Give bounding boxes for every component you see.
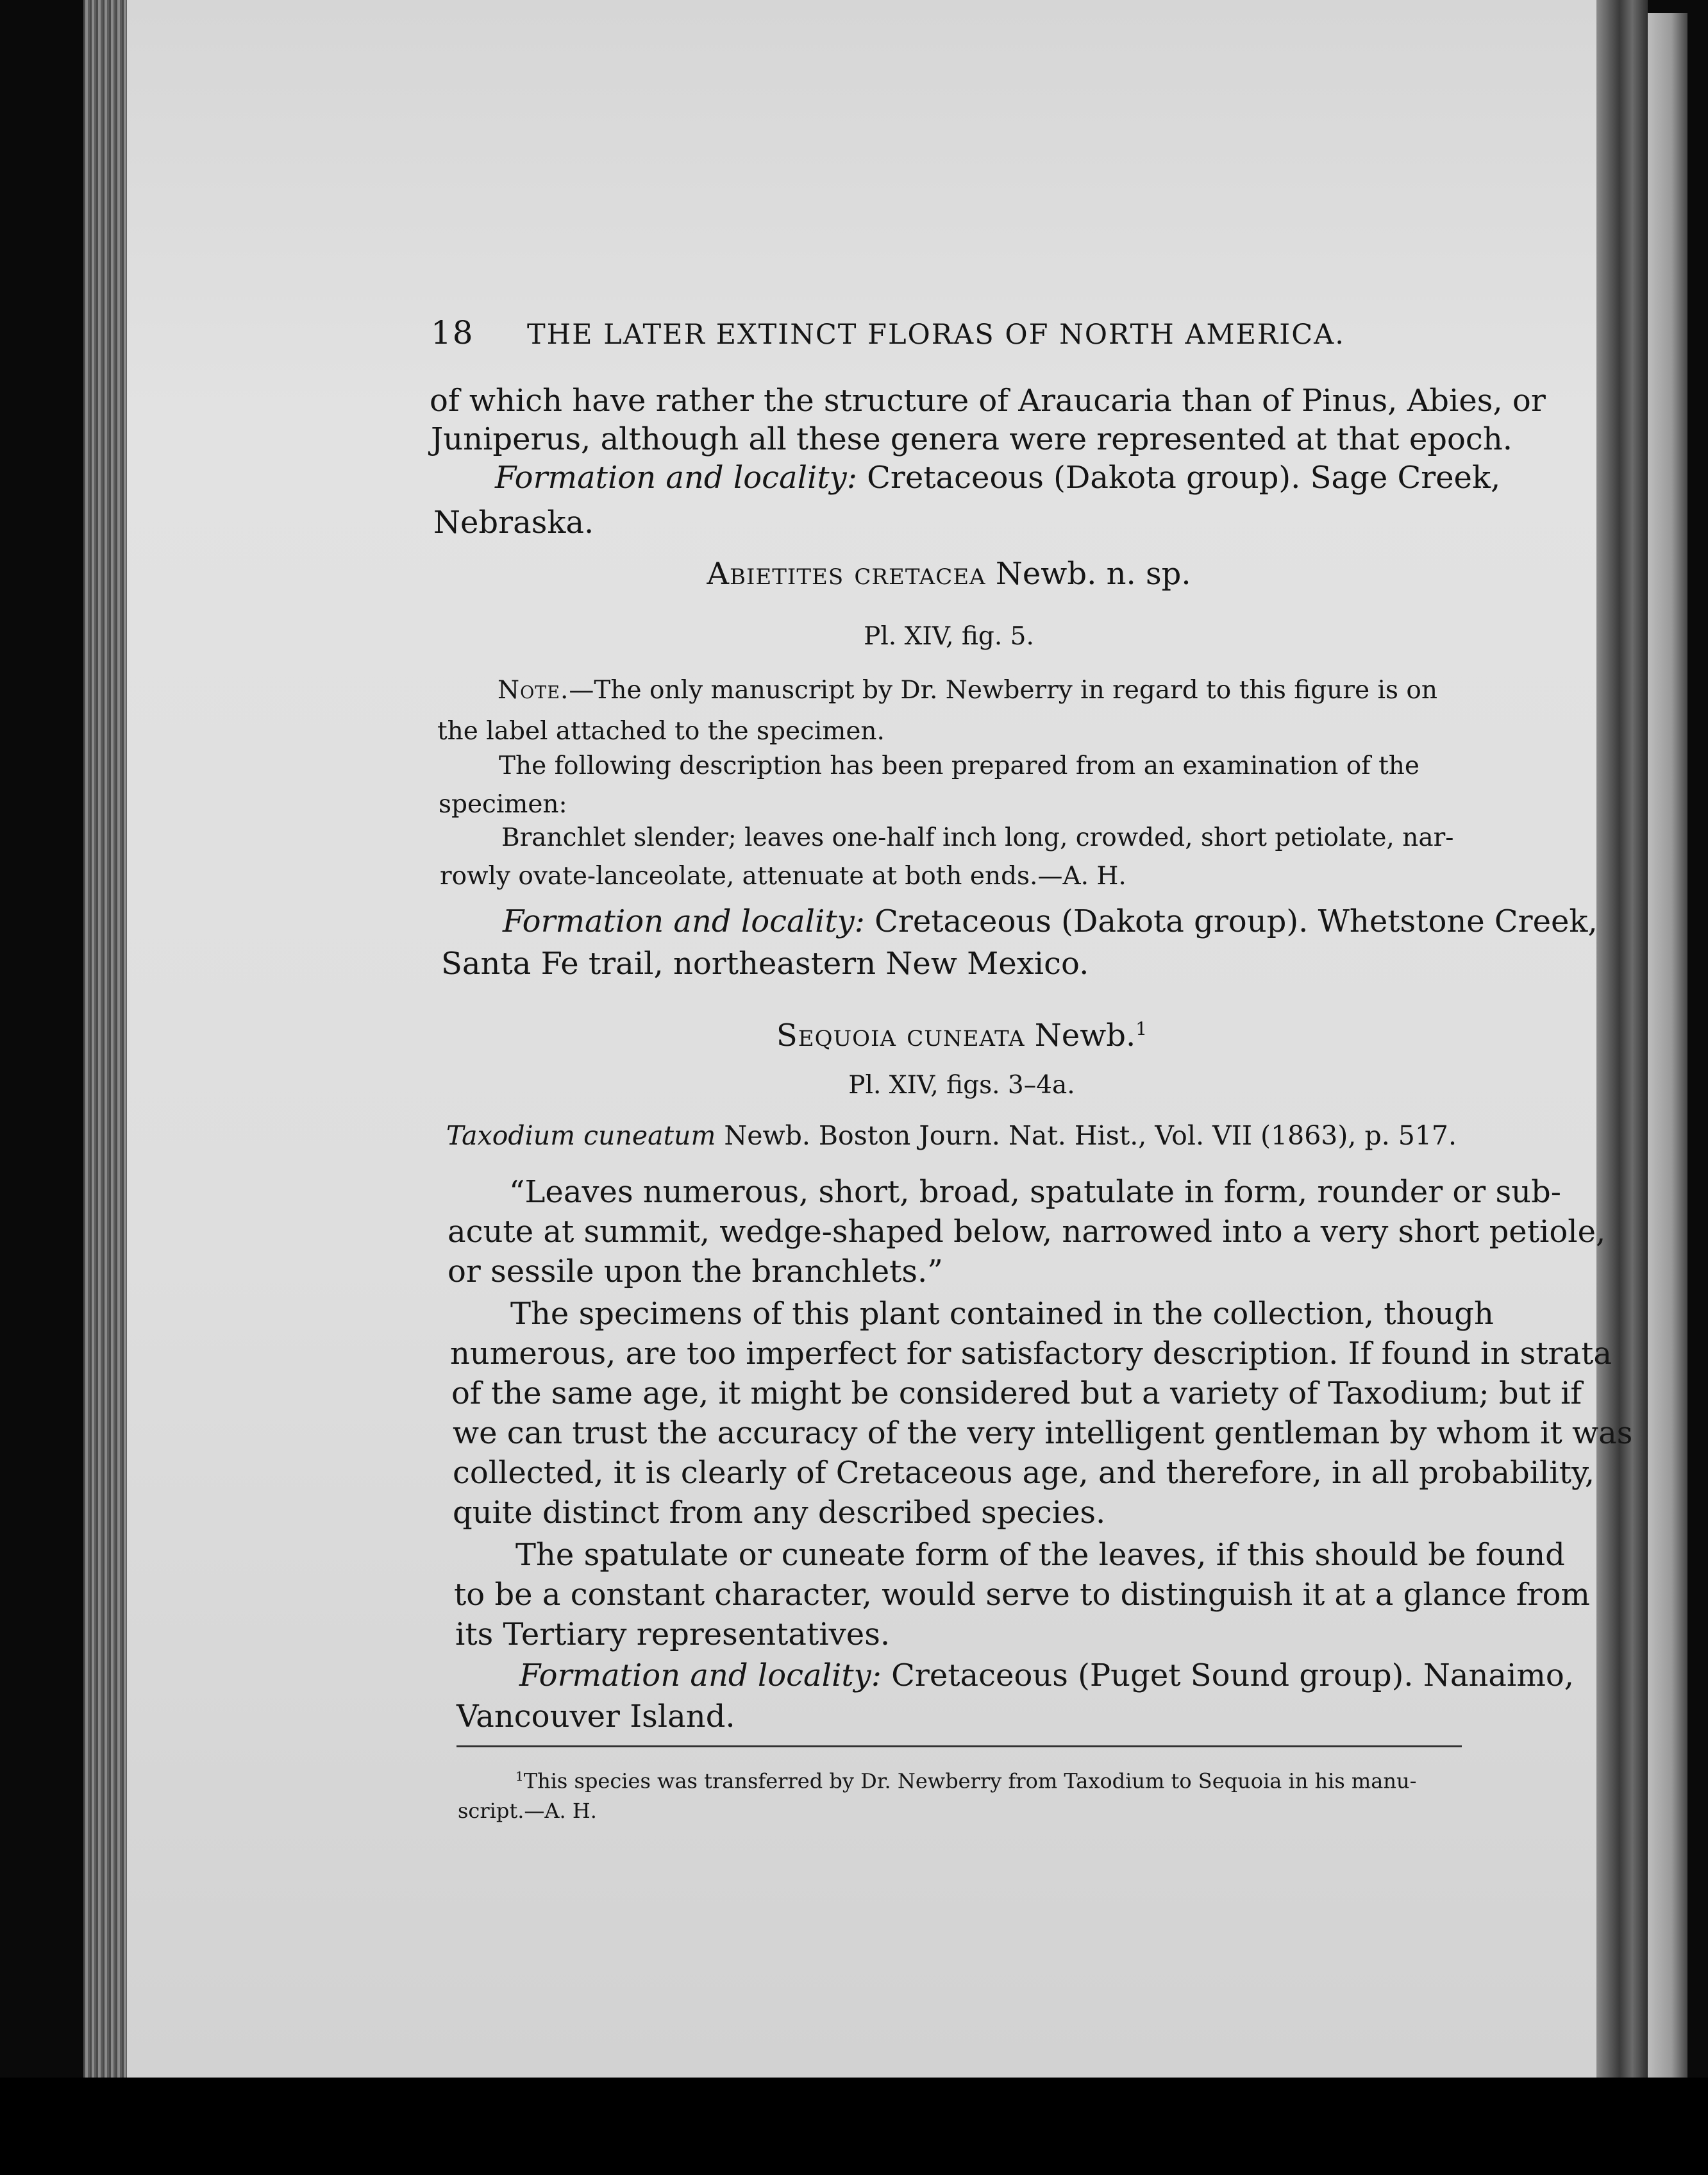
footnote-line: $^1$This species was transferred by Dr. Newberry from Taxodium to Sequoia in his manu- — [515, 1768, 1417, 1793]
footnote-mark: 1 — [515, 1768, 524, 1784]
page-edge-right — [1596, 0, 1648, 2078]
text-line: of which have rather the structure of Araucaria than of Pinus, Abies, or — [430, 383, 1546, 419]
species-author: Newb. n. sp. — [985, 556, 1191, 592]
text-line: Nebraska. — [433, 505, 594, 541]
footnote-marker: 1 — [1135, 1018, 1148, 1039]
text-line: of the same age, it might be considered but a variety of Taxodium; but if — [451, 1375, 1582, 1411]
page-edge-left — [83, 0, 128, 2078]
scan-border-bottom — [0, 2078, 1708, 2175]
text-line: numerous, are too imperfect for satisfactory description. If found in strata — [450, 1336, 1612, 1372]
text-line: its Tertiary representatives. — [455, 1617, 891, 1652]
text-line: collected, it is clearly of Cretaceous age, and therefore, in all probability, — [453, 1455, 1595, 1491]
note-line: The following description has been prepared from an examination of the — [499, 752, 1419, 780]
plate-reference: Pl. XIV, figs. 3–4a. — [848, 1071, 1075, 1100]
text-line: or sessile upon the branchlets.” — [448, 1254, 943, 1289]
text-line: The specimens of this plant contained in the collection, though — [510, 1296, 1494, 1332]
note-line: rowly ovate-lanceolate, attenuate at both ends.—A. H. — [440, 862, 1126, 891]
synonym-reference: Taxodium cuneatum Newb. Boston Journ. Nat. Hist., Vol. VII (1863), p. 517. — [446, 1120, 1457, 1151]
text-line: quite distinct from any described species. — [453, 1495, 1106, 1531]
text-line: acute at summit, wedge-shaped below, narrowed into a very short petiole, — [448, 1214, 1606, 1250]
formation-text: Cretaceous (Dakota group). Whetstone Creek, — [864, 903, 1598, 939]
note-label: Note. — [498, 676, 569, 705]
page-number: 18 — [431, 314, 474, 351]
text-line: Juniperus, although all these genera were represented at that epoch. — [431, 421, 1512, 457]
species-name: Sequoia cuneata — [776, 1018, 1025, 1054]
text-line — [519, 1654, 1574, 1697]
note-line: Branchlet slender; leaves one-half inch long, crowded, short petiolate, nar- — [501, 823, 1454, 852]
running-header — [431, 314, 1345, 351]
note-line: specimen: — [439, 790, 567, 819]
footnote-divider — [456, 1745, 1462, 1747]
text-line: we can trust the accuracy of the very intelligent gentleman by whom it was — [453, 1415, 1633, 1451]
species-heading — [436, 553, 1462, 595]
formation-label: Formation and locality: — [519, 1658, 882, 1693]
text-line: “Leaves numerous, short, broad, spatulate in form, rounder or sub- — [509, 1174, 1561, 1210]
formation-text: Cretaceous (Puget Sound group). Nanaimo, — [881, 1658, 1574, 1693]
running-title: THE LATER EXTINCT FLORAS OF NORTH AMERICA. — [527, 319, 1345, 351]
text-line — [495, 457, 1500, 499]
formation-label: Formation and locality: — [495, 460, 857, 496]
species-name: Abietites cretacea — [707, 556, 986, 592]
plate-reference: Pl. XIV, fig. 5. — [864, 622, 1034, 651]
page-edge-outer — [1648, 13, 1687, 2078]
text-line: Santa Fe trail, northeastern New Mexico. — [441, 946, 1089, 982]
species-author: Newb. — [1025, 1018, 1136, 1054]
text-line: Vancouver Island. — [456, 1699, 735, 1734]
formation-label: Formation and locality: — [503, 903, 865, 939]
text-line: The spatulate or cuneate form of the leaves, if this should be found — [515, 1537, 1565, 1573]
note-line: the label attached to the specimen. — [437, 717, 885, 746]
formation-text: Cretaceous (Dakota group). Sage Creek, — [857, 460, 1501, 496]
species-heading — [449, 1008, 1475, 1057]
footnote-line: script.—A. H. — [458, 1799, 597, 1823]
text-line — [503, 900, 1598, 943]
note-line: Note.—The only manuscript by Dr. Newberry in regard to this figure is on — [498, 676, 1437, 705]
text-line: to be a constant character, would serve to distinguish it at a glance from — [454, 1577, 1590, 1613]
synonym-name: Taxodium cuneatum — [446, 1120, 716, 1151]
